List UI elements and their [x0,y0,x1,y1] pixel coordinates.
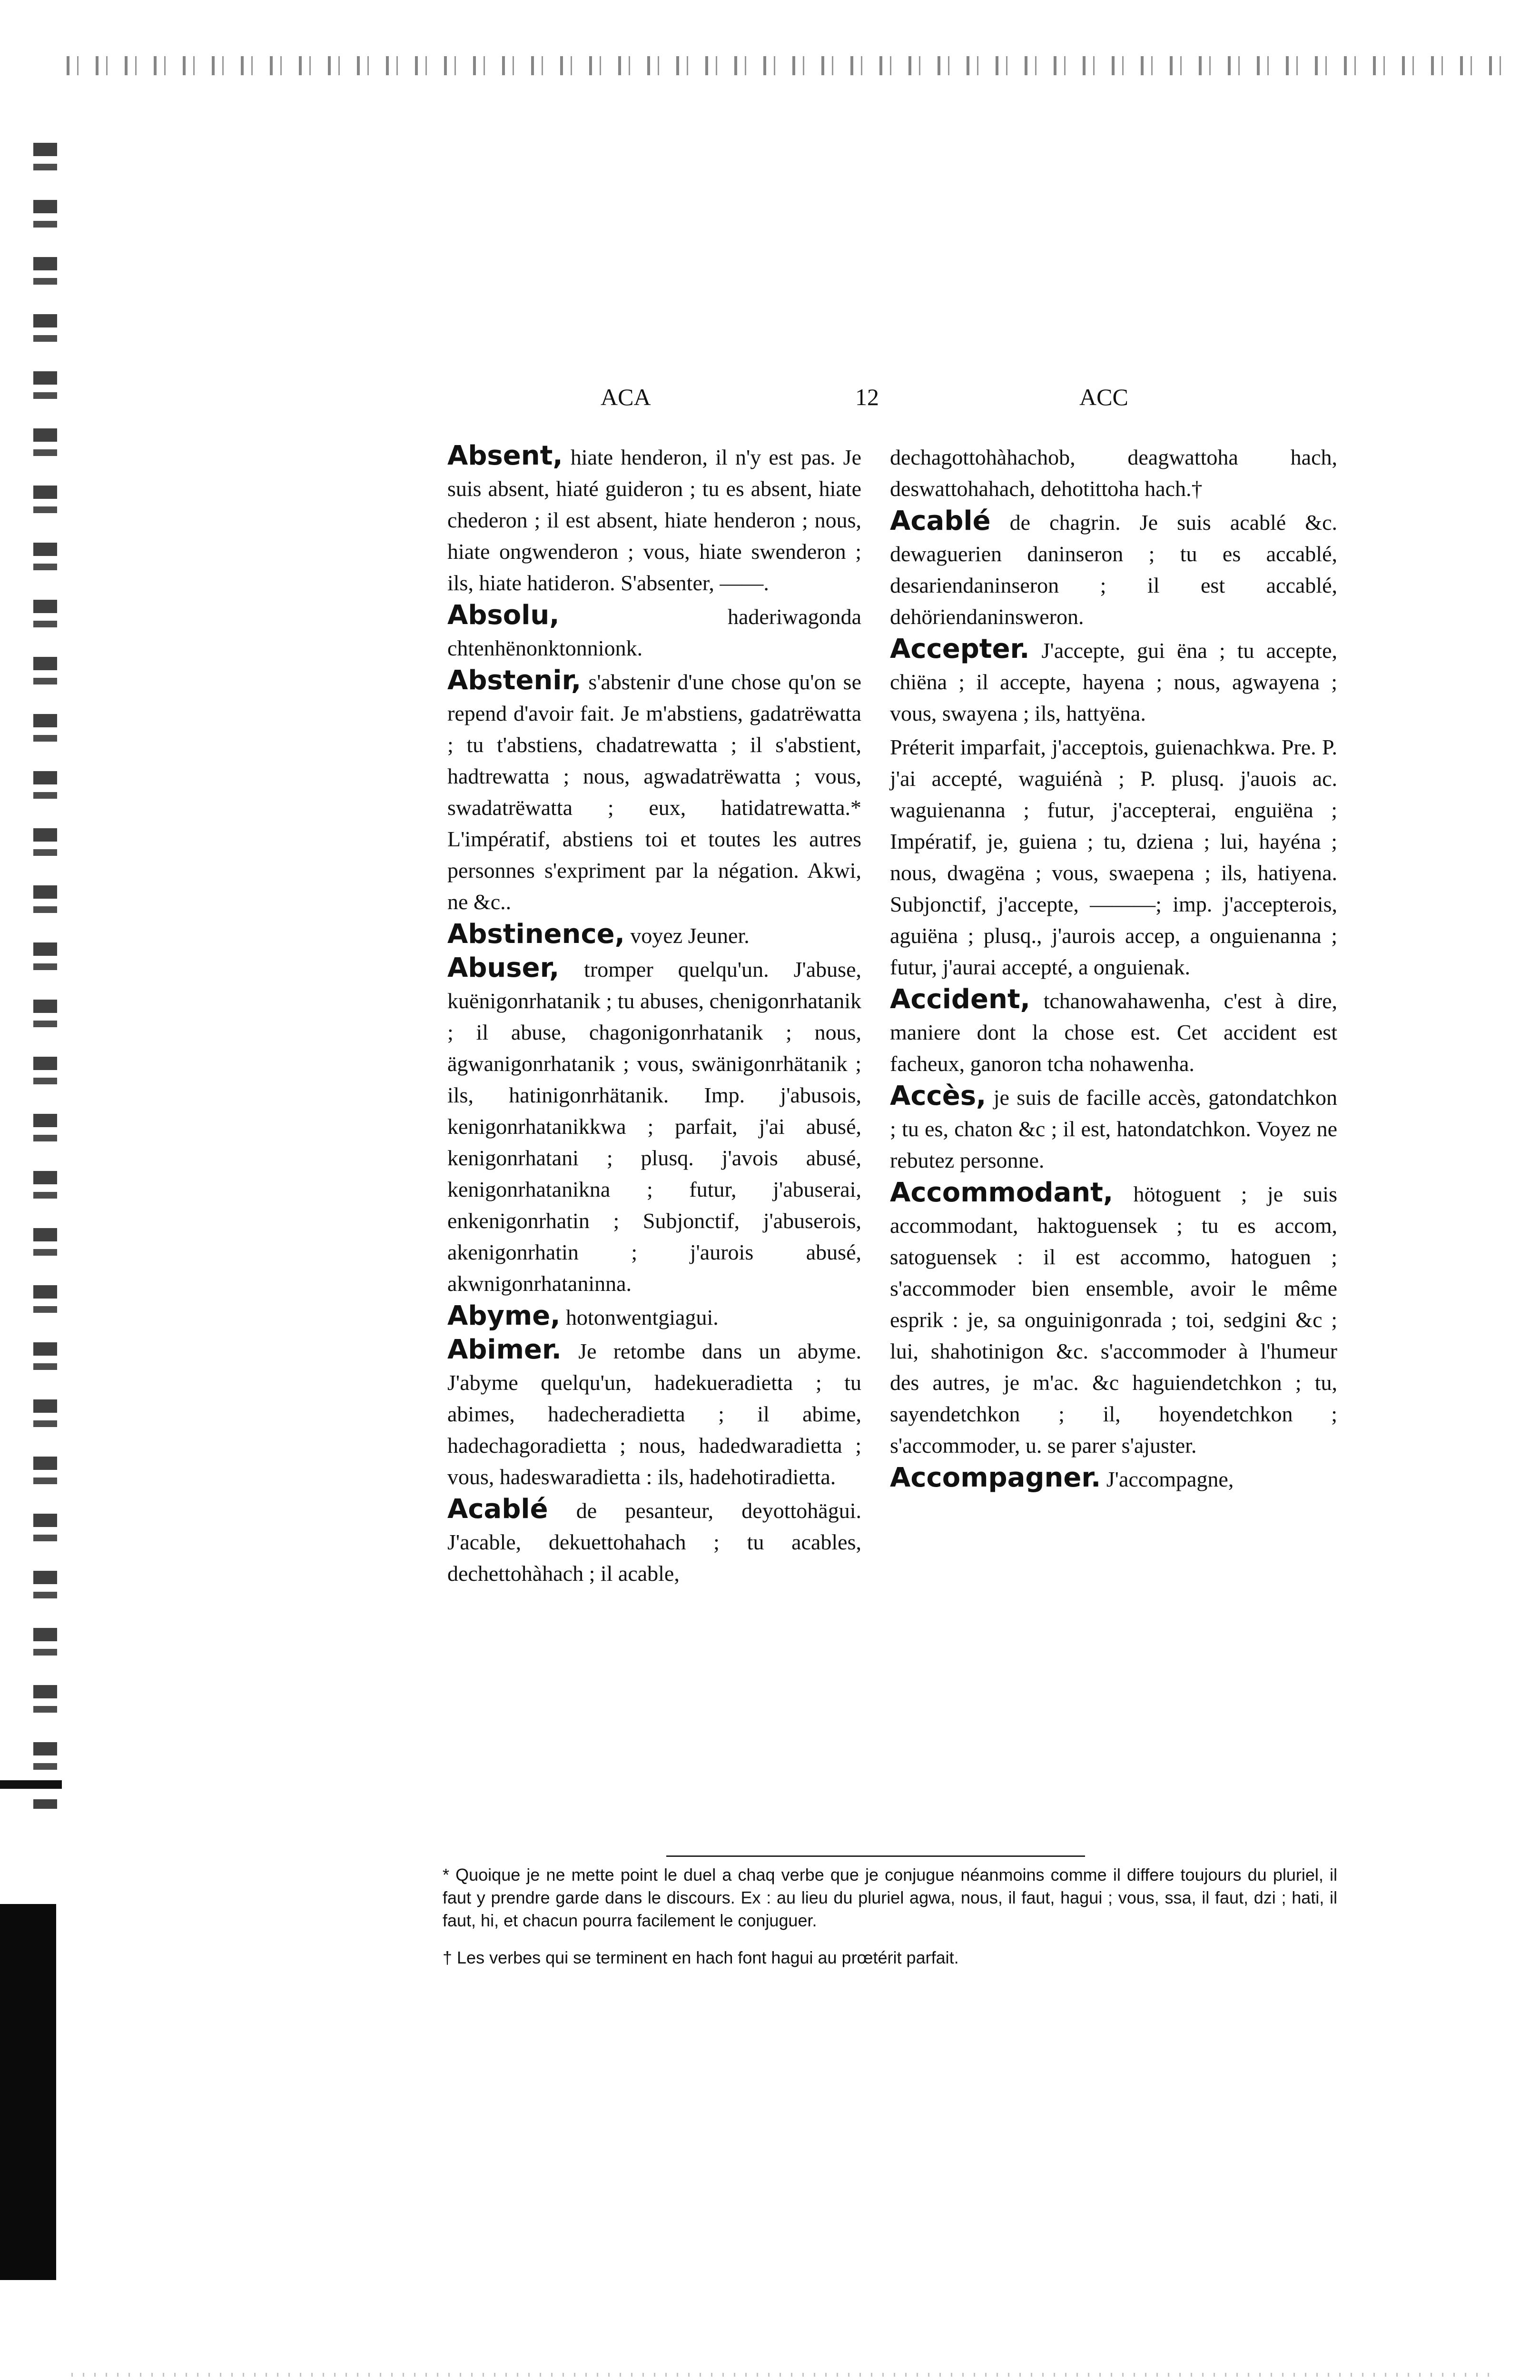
footnote-1: * Quoique je ne mette point le duel a chaq verbe que je conjugue néanmoins comme il differe toujours du pluriel, il faut y prendre garde dans le discours. Ex : au lieu du pluriel agwa, nous, il faut, hagui ; vous, ssa, il faut, dzi ; hati, il faut, hi, et chacun pourra facilement le conjuguer. [443,1865,1337,1930]
headword: Accepter. [890,634,1030,664]
scan-edge-top [67,56,1513,75]
entry-acable-pesanteur [447,1494,861,1589]
footnote-2: † Les verbes qui se terminent en hach font hagui au prœtérit parfait. [443,1948,959,1967]
running-header [0,383,1540,421]
left-column [447,440,861,1590]
headword: Abyme, [447,1300,561,1331]
entry-abstenir [447,665,861,918]
scan-edge-bottom [71,2373,1499,2377]
header-left: ACA [601,384,651,410]
entry-text: Je retombe dans un abyme. J'abyme quelqu'un, hadekueradietta ; tu abimes, hadecheradietta ; il abime, hadechagoradietta ; nous, hadedwaradietta ; vous, hadeswaradietta : ils, hadehotiradietta. [447,1339,861,1489]
right-column [890,440,1337,1496]
entry-text: de chagrin. Je suis acablé &c. dewaguerien daninseron ; tu es accablé, desariendaninseron ; il est accablé, dehöriendaninsweron. [890,510,1337,629]
headword: Absent, [447,440,563,471]
headword: Accommodant, [890,1177,1114,1208]
entry-text: voyez Jeuner. [624,923,750,948]
entry-text: hotonwentgiagui. [560,1305,719,1329]
headword: Abstinence, [447,919,625,950]
entry-accompagner [890,1462,1337,1495]
headword: Absolu, [447,600,560,631]
entry-text: hötoguent ; je suis accommodant, haktoguensek ; tu es accom, satoguensek : il est accommo, hatoguen ; s'accommoder bien ensemble, avoir le même esprik : je, sa onguinigonrada ; toi, sedgini &c ; lui, shahotinigon &c. s'accommoder à l'humeur des autres, je m'ac. &c haguiendetchkon ; tu, sayendetchkon ; il, hoyendetchkon ; s'accommoder, u. se parer s'ajuster. [890,1182,1337,1458]
entry-accident [890,984,1337,1080]
entry-text: tchanowahawenha, c'est à dire, maniere dont la chose est. Cet accident est facheux, ganoron tcha nohawenha. [890,989,1337,1076]
header-right: ACC [1079,384,1128,410]
entry-text: J'accepte, gui ëna ; tu accepte, chiëna ; il accepte, hayena ; nous, agwayena ; vous, swayena ; ils, hattyëna. [890,638,1337,725]
entry-absent [447,440,861,599]
entry-text: hiate henderon, il n'y est pas. Je suis absent, hiaté guideron ; tu es absent, hiate chederon ; il est absent, hiate henderon ; nous, hiate ongwenderon ; vous, hiate swenderon ; ils, hiate hatideron. S'absenter, ——. [447,445,861,595]
scan-edge-shadow [0,1904,56,2280]
entry-text: J'accompagne, [1101,1467,1234,1491]
entry-abstinence [447,919,861,952]
entry-absolu [447,600,861,664]
entry-continuation [890,440,1337,505]
headword: Acablé [447,1494,548,1525]
entry-accepter [890,634,1337,729]
entry-text: s'abstenir d'une chose qu'on se repend d'avoir fait. Je m'abstiens, gadatrëwatta ; tu t'abstiens, chadatrewatta ; il s'abstient, hadtrewatta ; nous, agwadatrëwatta ; vous, swadatrëwatta ; eux, hatidatrewatta.* L'impératif, abstiens toi et toutes les autres personnes s'expriment par la négation. Akwi, ne &c.. [447,670,861,914]
headword: Acablé [890,506,991,536]
entry-accepter-conjugation [890,730,1337,983]
entry-acable-chagrin [890,506,1337,633]
headword: Abimer. [447,1334,562,1365]
entry-text: je suis de facille accès, gatondatchkon ; tu es, chaton &c ; il est, hatondatchkon. Voyez ne rebutez personne. [890,1085,1337,1172]
entry-abimer [447,1334,861,1493]
headword: Accompagner. [890,1462,1101,1493]
page-number: 12 [855,384,879,410]
footnotes [443,1864,1337,1983]
entry-acces [890,1081,1337,1176]
entry-text: haderiwagonda chtenhënonktonnionk. [447,605,861,660]
entry-text: de pesanteur, deyottohägui. J'acable, dekuettohahach ; tu acables, dechettohàhach ; il acable, [447,1498,861,1586]
headword: Accident, [890,984,1030,1015]
entry-abyme [447,1300,861,1333]
entry-accommodant [890,1177,1337,1461]
entry-text: Préterit imparfait, j'acceptois, guienachkwa. Pre. P. j'ai accepté, waguiénà ; P. plusq. j'auois ac. waguienanna ; futur, j'accepterai, enguiëna ; Impératif, je, guiena ; tu, dziena ; lui, hayéna ; nous, dwagëna ; vous, swaepena ; ils, hatiyena. Subjonctif, j'accepte, ———; imp. j'accepterois, aguiëna ; plusq., j'aurois accep, a onguienanna ; futur, j'aurai accepté, a onguienak. [890,735,1337,979]
footnote-rule [666,1855,1085,1857]
entry-text: tromper quelqu'un. J'abuse, kuënigonrhatanik ; tu abuses, chenigonrhatanik ; il abuse, chagonigonrhatanik ; nous, ägwanigonrhatanik ; vous, swänigonrhätanik ; ils, hatinigonrhätanik. Imp. j'abusois, kenigonrhatanikkwa ; parfait, j'ai abusé, kenigonrhatani ; plusq. j'avois abusé, kenigonrhatanikna ; futur, j'abuserai, enkenigonrhatin ; Subjonctif, j'abuserois, akenigonrhatin ; j'aurois abusé, akwnigonrhataninna. [447,957,861,1296]
entry-abuser [447,952,861,1299]
headword: Accès, [890,1081,987,1111]
entry-text: dechagottohàhachob, deagwattoha hach, deswattohahach, dehotittoha hach.† [890,445,1337,501]
headword: Abuser, [447,952,560,983]
scan-edge-mark [0,1780,62,1789]
headword: Abstenir, [447,665,582,696]
